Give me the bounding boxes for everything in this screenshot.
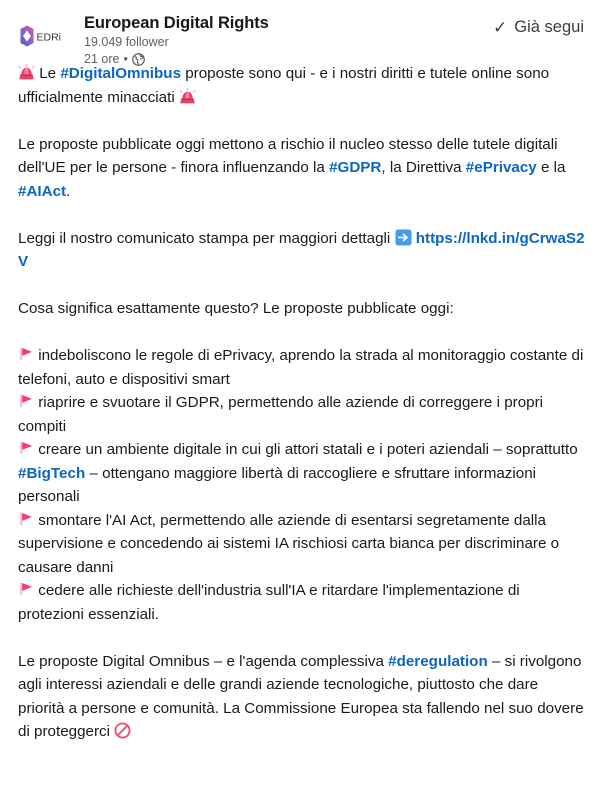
hashtag-link[interactable]: #deregulation (388, 652, 488, 670)
post-bullet-item (18, 579, 588, 626)
follow-button-label: Già segui (514, 18, 584, 36)
hashtag-link[interactable]: #ePrivacy (465, 159, 537, 176)
triangular-flag-emoji (18, 393, 34, 409)
paragraph-gap (18, 203, 588, 227)
external-link[interactable]: https://lnkd.in/gCrwaS2V (18, 229, 585, 270)
right-arrow-emoji (395, 229, 412, 246)
svg-text:EDRi: EDRi (36, 31, 62, 44)
post-paragraph-proposals (18, 133, 588, 204)
triangular-flag-emoji (18, 440, 34, 456)
text-run: cedere alle richieste dell'industria sull'IA e ritardare l'implementazione di protezioni essenziali. (18, 582, 520, 623)
text-run: riaprire e svuotare il GDPR, permettendo alle aziende di correggere i propri compiti (18, 394, 544, 435)
avatar[interactable] (14, 16, 66, 60)
follow-button[interactable] (493, 18, 584, 37)
text-run: proposte sono qui - e i nostri diritti e tutele online sono ufficialmente minacciati (18, 65, 550, 106)
siren-emoji (179, 88, 196, 105)
post-paragraph-question (18, 297, 588, 321)
triangular-flag-emoji (18, 581, 34, 597)
post-header (0, 0, 604, 66)
meta-separator: • (123, 52, 128, 66)
text-run: indeboliscono le regole di ePrivacy, aprendo la strada al monitoraggio costante di telefoni, auto e dispositivi smart (18, 347, 584, 388)
paragraph-gap (18, 109, 588, 133)
check-icon: ✓ (493, 18, 508, 37)
post-body (0, 62, 604, 744)
text-run: e la (536, 159, 566, 176)
hashtag-link[interactable]: #AIAct (18, 182, 67, 200)
text-run: – ottengano maggiore libertà di raccogliere e sfruttare informazioni personali (18, 464, 537, 505)
text-run: Leggi il nostro comunicato stampa per maggiori dettagli (18, 229, 395, 247)
post-bullet-item (18, 391, 588, 438)
edri-logo-icon (14, 25, 64, 51)
post-bullet-item (18, 438, 588, 509)
author-block (84, 12, 493, 68)
post-bullet-item (18, 344, 588, 391)
paragraph-gap (18, 626, 588, 650)
post-paragraph-intro (18, 62, 588, 109)
text-run: creare un ambiente digitale in cui gli attori statali e i poteri aziendali – soprattutto (34, 441, 578, 458)
text-run: , la Direttiva (381, 159, 466, 176)
paragraph-gap (18, 274, 588, 298)
post-timestamp: 21 ore (84, 52, 120, 66)
paragraph-gap (18, 321, 588, 345)
post-paragraph-press (18, 227, 588, 274)
triangular-flag-emoji (18, 346, 34, 362)
text-run: – si rivolgono agli interessi aziendali e delle grandi aziende tecnologiche, piuttosto che dare priorità a persone e comunità. La Commissione Europea sta fallendo nel suo dovere di proteggerci (18, 652, 584, 740)
follower-count: 19.049 follower (84, 35, 169, 49)
hashtag-link[interactable]: #BigTech (18, 464, 86, 482)
post-paragraph-closing (18, 650, 588, 744)
triangular-flag-emoji (18, 511, 34, 527)
siren-emoji (18, 64, 35, 81)
author-name[interactable]: European Digital Rights (84, 14, 269, 32)
text-run: smontare l'AI Act, permettendo alle aziende di esentarsi segretamente dalla supervisione e concedendo ai sistemi IA rischiosi carta bianca per discriminare o causare danni (18, 511, 560, 576)
text-run: Cosa significa esattamente questo? Le proposte pubblicate oggi: (18, 300, 454, 317)
text-run: Le proposte pubblicate oggi mettono a rischio il nucleo stesso delle tutele digitali dell'UE per le persone - finora influenzando la (18, 135, 558, 176)
hashtag-link[interactable]: #GDPR (329, 159, 382, 176)
post-bullet-item (18, 509, 588, 580)
text-run: Le proposte Digital Omnibus – e l'agenda complessiva (18, 652, 389, 670)
text-run: Le (35, 65, 61, 82)
text-run: . (66, 182, 71, 200)
hashtag-link[interactable]: #DigitalOmnibus (60, 65, 182, 82)
prohibited-emoji (114, 722, 131, 739)
